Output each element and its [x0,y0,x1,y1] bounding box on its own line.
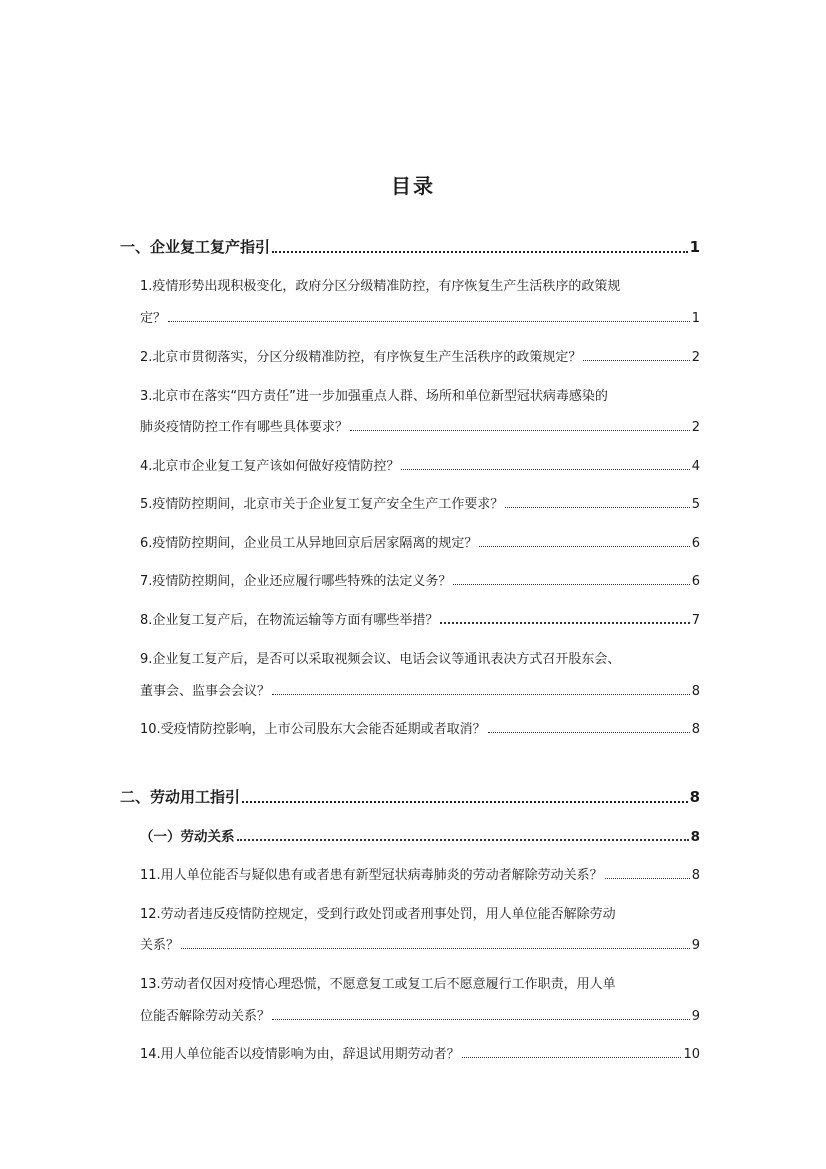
toc-page-number: 5 [691,497,700,512]
toc-page-number: 8 [689,788,700,806]
toc-item-9[interactable] [140,680,700,699]
toc-item-9-line1[interactable]: 9.企业复工复产后，是否可以采取视频会议、电话会议等通讯表决方式召开股东会、 [140,652,621,667]
toc-page-number: 1 [691,311,700,326]
toc-item-text: 关系？ [140,938,180,953]
toc-item-text: 4.北京市企业复工复产该如何做好疫情防控？ [140,459,400,474]
toc-subsection-label: （一）劳动关系 [140,829,235,845]
toc-item-11[interactable] [140,864,700,883]
page-title: 目录 [391,174,435,198]
toc-item-14[interactable] [140,1043,700,1062]
toc-item-text: 定？ [140,311,167,326]
toc-section-label: 二、劳动用工指引 [120,788,241,806]
toc-item-13-line1[interactable]: 13.劳动者仅因对疫情心理恐慌，不愿意复工或复工后不愿意履行工作职责，用人单 [140,977,616,992]
dot-leader [505,506,689,508]
dot-leader [272,1018,690,1020]
toc-section-2[interactable] [120,786,700,807]
toc-item-7[interactable] [140,570,700,589]
dot-leader [440,621,689,624]
toc-page-number: 9 [691,1009,700,1024]
toc-item-1[interactable] [140,307,700,326]
dot-leader [350,429,690,431]
toc-page-number: 7 [691,613,700,628]
toc-item-12-line1[interactable]: 12.劳动者违反疫情防控规定，受到行政处罚或者刑事处罚，用人单位能否解除劳动 [140,907,616,922]
toc-item-text: 6.疫情防控期间，企业员工从异地回京后居家隔离的规定？ [140,536,478,551]
toc-item-text: 2.北京市贯彻落实，分区分级精准防控，有序恢复生产生活秩序的政策规定？ [140,350,582,365]
toc-item-3-line1[interactable]: 3.北京市在落实“四方责任”进一步加强重点人群、场所和单位新型冠状病毒感染的 [140,389,608,404]
toc-item-5[interactable] [140,493,700,512]
toc-item-12[interactable] [140,934,700,953]
toc-page-number: 8 [691,684,700,699]
dot-leader [181,947,690,949]
toc-item-text: 7.疫情防控期间，企业还应履行哪些特殊的法定义务？ [140,574,452,589]
toc-page-number: 6 [691,536,700,551]
toc-page-number: 8 [691,722,700,737]
toc-item-10[interactable] [140,718,700,737]
dot-leader [488,731,690,733]
toc-page-number: 2 [691,350,700,365]
dot-leader [479,545,689,547]
dot-leader [242,800,688,803]
dot-leader [272,250,688,253]
toc-section-label: 一、企业复工复产指引 [120,238,271,256]
toc-item-text: 14.用人单位能否以疫情影响为由，辞退试用期劳动者？ [140,1047,460,1062]
toc-item-6[interactable] [140,532,700,551]
dot-leader [462,1056,682,1058]
toc-page-number: 8 [691,868,700,883]
dot-leader [401,468,689,470]
toc-section-1[interactable] [120,236,700,257]
dot-leader [583,359,689,361]
dot-leader [272,693,690,695]
toc-item-text: 位能否解除劳动关系？ [140,1009,271,1024]
toc-page-number: 10 [683,1047,700,1062]
toc-item-2[interactable] [140,346,700,365]
toc-page-number: 8 [690,829,700,845]
dot-leader [168,320,690,322]
toc-item-13[interactable] [140,1005,700,1024]
toc-page-number: 4 [691,459,700,474]
dot-leader [453,583,689,585]
dot-leader [237,838,689,841]
toc-item-text: 8.企业复工复产后，在物流运输等方面有哪些举措？ [140,613,439,628]
toc-item-text: 5.疫情防控期间，北京市关于企业复工复产安全生产工作要求？ [140,497,504,512]
toc-item-3[interactable] [140,416,700,435]
toc-subsection-1[interactable] [140,825,700,845]
toc-page-number: 9 [691,938,700,953]
toc-item-text: 董事会、监事会会议？ [140,684,271,699]
toc-item-text: 10.受疫情防控影响，上市公司股东大会能否延期或者取消？ [140,722,486,737]
toc-page-number: 1 [689,238,700,256]
dot-leader [605,877,690,879]
toc-page-number: 2 [691,420,700,435]
toc-item-text: 11.用人单位能否与疑似患有或者患有新型冠状病毒肺炎的劳动者解除劳动关系？ [140,868,603,883]
toc-item-4[interactable] [140,455,700,474]
toc-page-number: 6 [691,574,700,589]
toc-item-8[interactable] [140,609,700,628]
toc-item-text: 肺炎疫情防控工作有哪些具体要求？ [140,420,349,435]
toc-item-1-line1[interactable]: 1.疫情形势出现积极变化，政府分区分级精准防控，有序恢复生产生活秩序的政策规 [140,279,621,294]
